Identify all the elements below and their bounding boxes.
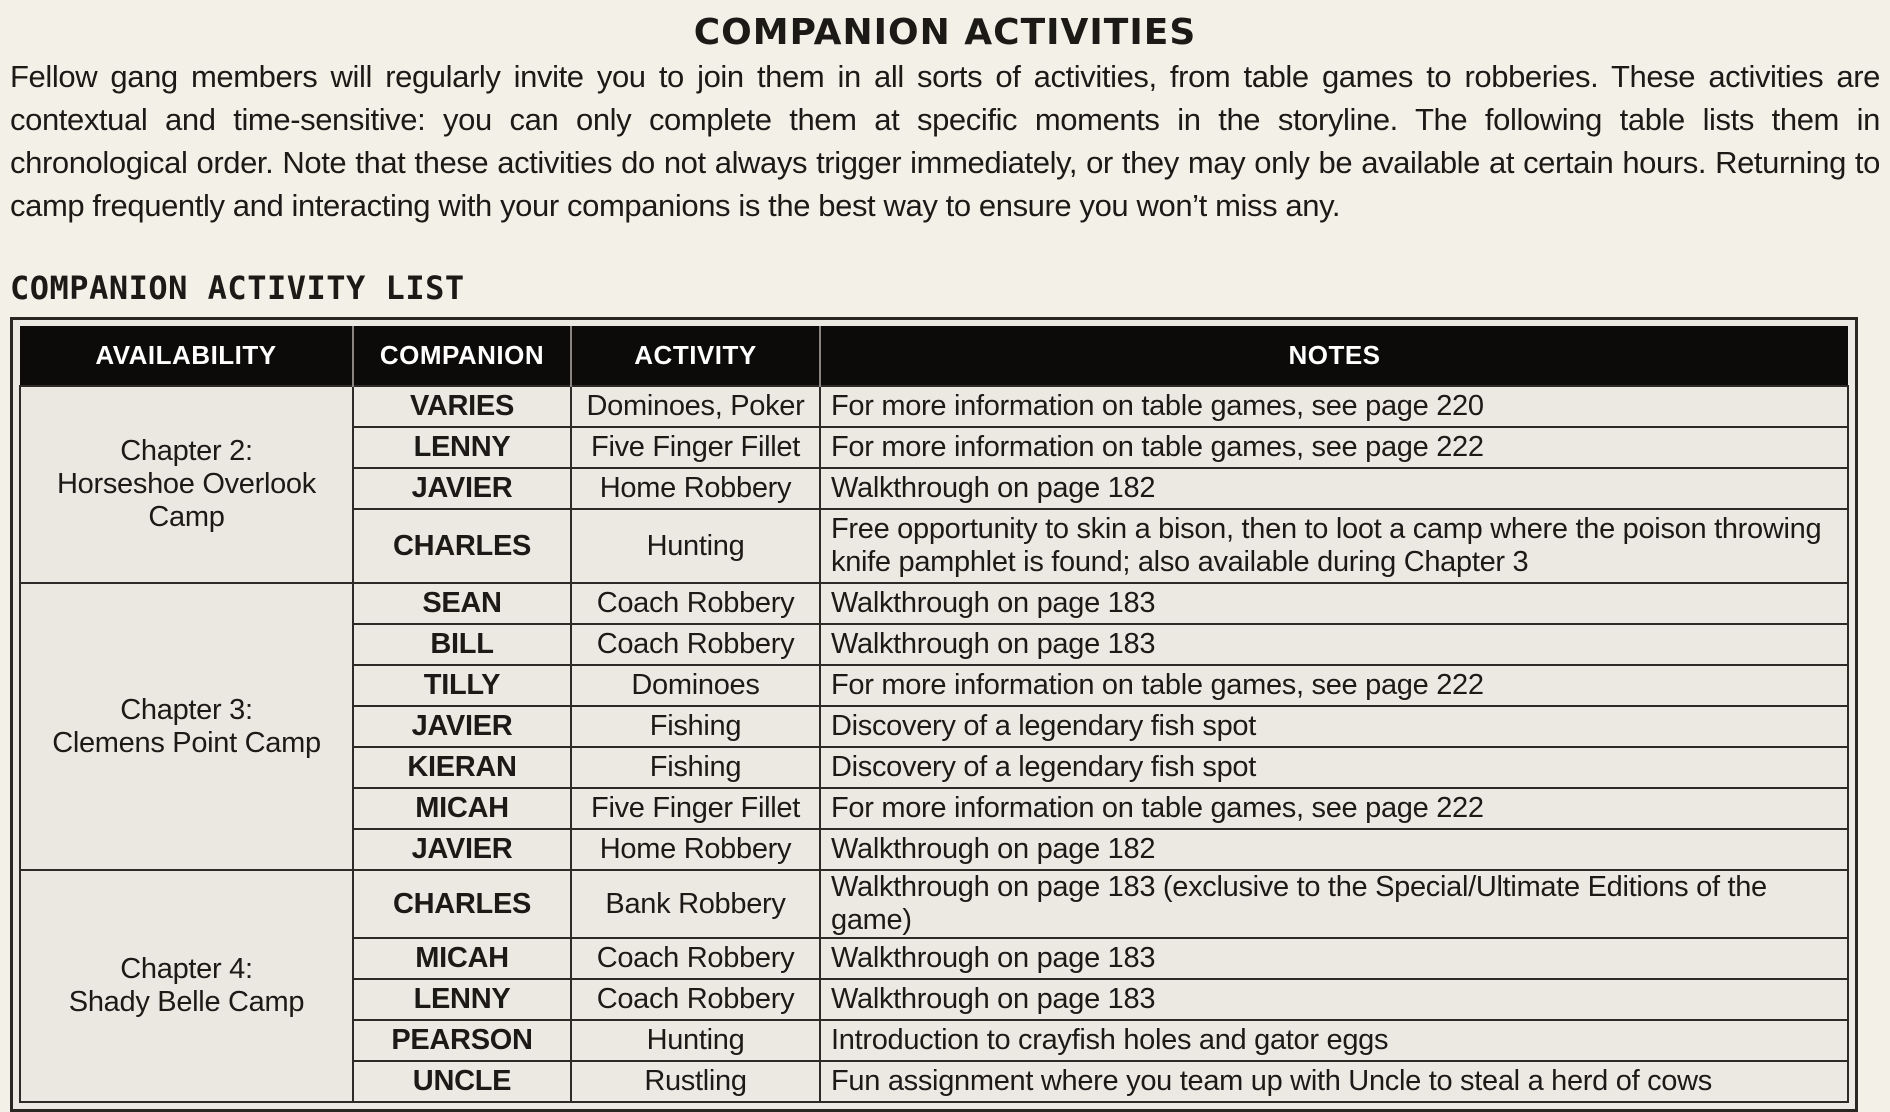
- companion-cell: LENNY: [353, 979, 571, 1020]
- header-availability: AVAILABILITY: [20, 326, 353, 386]
- companion-cell: CHARLES: [353, 509, 571, 583]
- activity-cell: Coach Robbery: [571, 583, 820, 624]
- activity-cell: Dominoes, Poker: [571, 386, 820, 427]
- activity-cell: Fishing: [571, 747, 820, 788]
- availability-cell: [20, 870, 353, 1102]
- header-activity: ACTIVITY: [571, 326, 820, 386]
- activity-cell: Hunting: [571, 509, 820, 583]
- companion-cell: JAVIER: [353, 468, 571, 509]
- activity-cell: Five Finger Fillet: [571, 788, 820, 829]
- companion-cell: UNCLE: [353, 1061, 571, 1102]
- chapter-label: Chapter 2:: [120, 435, 253, 467]
- camp-label: Clemens Point Camp: [52, 726, 321, 759]
- companion-cell: TILLY: [353, 665, 571, 706]
- document-page: [10, 0, 1880, 1112]
- notes-cell: Walkthrough on page 183 (exclusive to the Special/Ultimate Editions of the game): [820, 870, 1848, 938]
- notes-cell: Walkthrough on page 183: [820, 938, 1848, 979]
- table-body: [20, 386, 1848, 1102]
- notes-cell: Walkthrough on page 182: [820, 829, 1848, 870]
- activity-cell: Fishing: [571, 706, 820, 747]
- header-companion: COMPANION: [353, 326, 571, 386]
- notes-cell: Walkthrough on page 183: [820, 979, 1848, 1020]
- availability-cell: [20, 386, 353, 583]
- activity-cell: Five Finger Fillet: [571, 427, 820, 468]
- companion-cell: PEARSON: [353, 1020, 571, 1061]
- companion-cell: VARIES: [353, 386, 571, 427]
- activity-cell: Coach Robbery: [571, 938, 820, 979]
- intro-paragraph: Fellow gang members will regularly invite you to join them in all sorts of activities, from table games to robberies. These activities are contextual and time-sensitive: you can only complete them at specific moments in the storyline. The following table lists them in chronological order. Note that these activities do not always trigger immediately, or they may only be available at certain hours. Returning to camp frequently and interacting with your companions is the best way to ensure you won’t miss any.: [10, 59, 1880, 223]
- header-notes: NOTES: [820, 326, 1848, 386]
- section-title: COMPANION ACTIVITY LIST: [10, 269, 465, 307]
- notes-cell: For more information on table games, see page 222: [820, 665, 1848, 706]
- page-title: COMPANION ACTIVITIES: [693, 12, 1197, 53]
- activity-cell: Coach Robbery: [571, 624, 820, 665]
- notes-cell: Walkthrough on page 183: [820, 624, 1848, 665]
- notes-cell: Walkthrough on page 182: [820, 468, 1848, 509]
- companion-cell: SEAN: [353, 583, 571, 624]
- companion-cell: JAVIER: [353, 706, 571, 747]
- notes-cell: Discovery of a legendary fish spot: [820, 747, 1848, 788]
- activity-cell: Rustling: [571, 1061, 820, 1102]
- activity-cell: Bank Robbery: [571, 870, 820, 938]
- notes-cell: Introduction to crayfish holes and gator eggs: [820, 1020, 1848, 1061]
- activity-cell: Hunting: [571, 1020, 820, 1061]
- companion-cell: CHARLES: [353, 870, 571, 938]
- camp-label: Shady Belle Camp: [68, 986, 305, 1018]
- activity-cell: Coach Robbery: [571, 979, 820, 1020]
- notes-cell: Free opportunity to skin a bison, then to loot a camp where the poison throwing knife pamphlet is found; also available during Chapter 3: [820, 509, 1848, 583]
- table-header-row: [20, 326, 1848, 386]
- notes-cell: For more information on table games, see page 222: [820, 427, 1848, 468]
- companion-cell: KIERAN: [353, 747, 571, 788]
- table-row: [20, 583, 1848, 624]
- notes-cell: Walkthrough on page 183: [820, 583, 1848, 624]
- companion-cell: JAVIER: [353, 829, 571, 870]
- companion-cell: MICAH: [353, 788, 571, 829]
- notes-cell: For more information on table games, see page 222: [820, 788, 1848, 829]
- activity-cell: Home Robbery: [571, 468, 820, 509]
- activity-cell: Home Robbery: [571, 829, 820, 870]
- companion-cell: MICAH: [353, 938, 571, 979]
- camp-label: Horseshoe Overlook Camp: [57, 468, 316, 533]
- notes-cell: Discovery of a legendary fish spot: [820, 706, 1848, 747]
- chapter-label: Chapter 4:: [120, 953, 253, 985]
- companion-cell: LENNY: [353, 427, 571, 468]
- chapter-label: Chapter 3:: [120, 693, 253, 726]
- availability-cell: [20, 583, 353, 870]
- activity-table: [19, 326, 1849, 1103]
- notes-cell: For more information on table games, see page 220: [820, 386, 1848, 427]
- table-row: [20, 386, 1848, 427]
- companion-cell: BILL: [353, 624, 571, 665]
- activity-table-frame: [10, 317, 1858, 1112]
- table-row: [20, 870, 1848, 938]
- activity-cell: Dominoes: [571, 665, 820, 706]
- notes-cell: Fun assignment where you team up with Uncle to steal a herd of cows: [820, 1061, 1848, 1102]
